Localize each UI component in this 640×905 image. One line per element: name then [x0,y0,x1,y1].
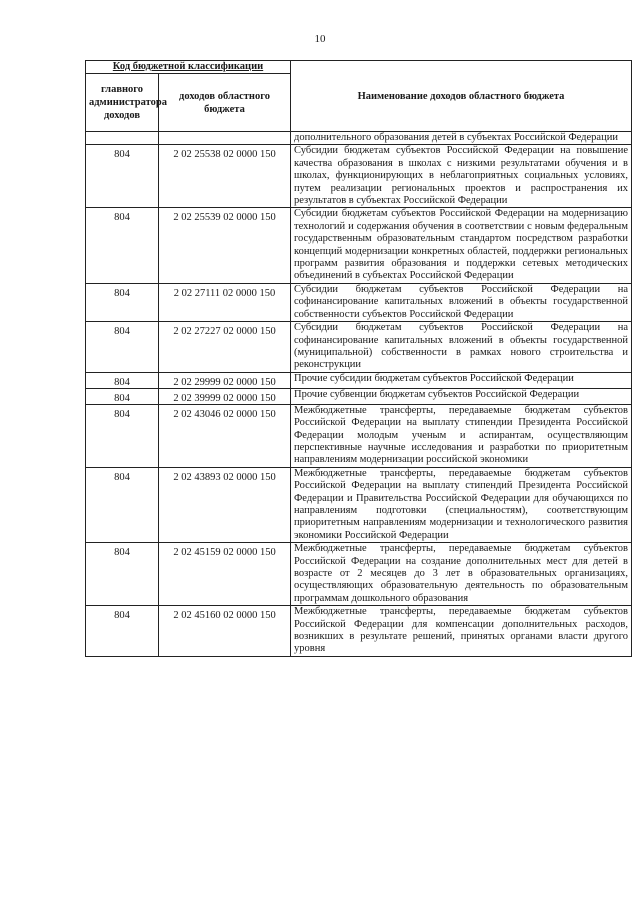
row-admin-code: 804 [86,145,159,208]
row-income-code: 2 02 43893 02 0000 150 [159,467,291,542]
table-row [86,404,632,467]
row-income-code: 2 02 27227 02 0000 150 [159,322,291,373]
header-chief-administrator: главного администратора доходов [86,74,159,132]
header-income-name: Наименование доходов областного бюджета [291,61,632,132]
row-income-code: 2 02 39999 02 0000 150 [159,388,291,404]
budget-classification-table [85,60,632,657]
table-row [86,208,632,283]
row-income-name: Межбюджетные трансферты, передаваемые бюджетам субъектов Российской Федерации на создание дополнительных мест для детей в возрасте от 2 месяцев до 3 лет в образовательных организациях, осуществляющих образовательную деятельность по образовательным программам дошкольного образования [291,543,632,606]
table-row [86,606,632,657]
table-row [86,145,632,208]
row-income-name: Межбюджетные трансферты, передаваемые бюджетам субъектов Российской Федерации для компенсации дополнительных расходов, возникших в результате решений, принятых органами власти другого уровня [291,606,632,657]
row-income-code: 2 02 25539 02 0000 150 [159,208,291,283]
row-income-code: 2 02 29999 02 0000 150 [159,372,291,388]
row-income-code: 2 02 43046 02 0000 150 [159,404,291,467]
row-admin-code: 804 [86,404,159,467]
row-income-code: 2 02 25538 02 0000 150 [159,145,291,208]
table-row [86,283,632,321]
row-income-name: Субсидии бюджетам субъектов Российской Федерации на софинансирование капитальных вложений в объекты государственной (муниципальной) собственности в рамках нового строительства и реконструкции [291,322,632,373]
row-admin-code: 804 [86,208,159,283]
table-row [86,322,632,373]
row-admin-code [86,132,159,145]
row-income-name: дополнительного образования детей в субъектах Российской Федерации [291,132,632,145]
table-row [86,543,632,606]
row-income-code [159,132,291,145]
row-admin-code: 804 [86,388,159,404]
row-admin-code: 804 [86,322,159,373]
header-income-code: доходов областного бюджета [159,74,291,132]
page-number: 10 [314,33,326,45]
row-admin-code: 804 [86,283,159,321]
row-income-code: 2 02 27111 02 0000 150 [159,283,291,321]
table-row [86,388,632,404]
row-admin-code: 804 [86,606,159,657]
row-admin-code: 804 [86,543,159,606]
row-income-code: 2 02 45159 02 0000 150 [159,543,291,606]
table-row [86,467,632,542]
row-income-name: Межбюджетные трансферты, передаваемые бюджетам субъектов Российской Федерации на выплату стипендии Президента Российской Федерации молодым ученым и аспирантам, осуществляющим перспективные научные исследования и разработки по приоритетным направлениям модернизации российской экономики [291,404,632,467]
row-income-name: Субсидии бюджетам субъектов Российской Федерации на повышение качества образования в школах с низкими результатами обучения и в школах, функционирующих в неблагоприятных социальных условиях, путем реализации региональных проектов и распространения их результатов в субъектах Российской Федерации [291,145,632,208]
header-classification-code: Код бюджетной классификации [86,61,291,74]
row-income-name: Межбюджетные трансферты, передаваемые бюджетам субъектов Российской Федерации на выплату стипендий Президента Российской Федерации и Правительства Российской Федерации для обучающихся по направлениям подготовки (специальностям), соответствующим приоритетным направлениям модернизации и технологического развития экономики Российской Федерации [291,467,632,542]
row-income-name: Прочие субсидии бюджетам субъектов Российской Федерации [291,372,632,388]
row-admin-code: 804 [86,467,159,542]
table-row [86,372,632,388]
row-admin-code: 804 [86,372,159,388]
header-row-group [86,61,632,74]
row-income-name: Субсидии бюджетам субъектов Российской Федерации на модернизацию технологий и содержания обучения в соответствии с новым федеральным государственным образовательным стандартом посредством разработки концепций модернизации конкретных областей, поддержки региональных программ развития образования и поддержки сетевых методических объединений в субъектах Российской Федерации [291,208,632,283]
row-income-code: 2 02 45160 02 0000 150 [159,606,291,657]
row-income-name: Субсидии бюджетам субъектов Российской Федерации на софинансирование капитальных вложений в объекты государственной собственности субъектов Российской Федерации [291,283,632,321]
table-row [86,132,632,145]
row-income-name: Прочие субвенции бюджетам субъектов Российской Федерации [291,388,632,404]
